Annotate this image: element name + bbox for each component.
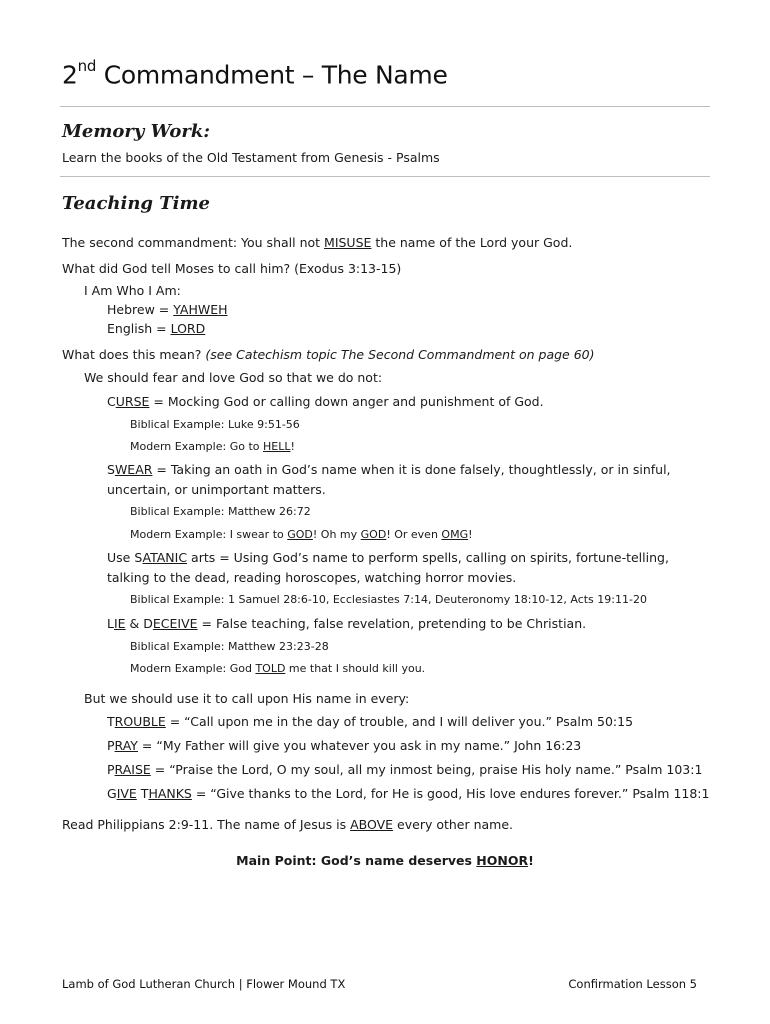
biblical-example: Biblical Example: Luke 9:51-56 (130, 418, 300, 431)
divider (60, 106, 710, 107)
biblical-example: Biblical Example: Matthew 23:23-28 (130, 640, 329, 653)
lie-line: LIE & DECEIVE = False teaching, false revelation, pretending to be Christian. (107, 616, 587, 631)
footer-lesson: Confirmation Lesson 5 (568, 977, 697, 991)
memory-work-text: Learn the books of the Old Testament from Genesis - Psalms (62, 150, 440, 165)
teaching-line: English = LORD (107, 321, 206, 336)
read-line: Read Philippians 2:9-11. The name of Jesus is ABOVE every other name. (62, 817, 514, 832)
main-point: Main Point: God’s name deserves HONOR! (236, 853, 534, 868)
biblical-example: Biblical Example: Matthew 26:72 (130, 505, 311, 518)
modern-example: Modern Example: God TOLD me that I should kill you. (130, 662, 426, 675)
praise-line: PRAISE = “Praise the Lord, O my soul, all my inmost being, praise His holy name.” Psalm 103:1 (107, 762, 703, 777)
biblical-example: Biblical Example: 1 Samuel 28:6-10, Ecclesiastes 7:14, Deuteronomy 18:10-12, Acts 19:11-20 (130, 593, 647, 606)
satanic-line: talking to the dead, reading horoscopes, watching horror movies. (107, 570, 517, 585)
teaching-line: But we should use it to call upon His name in every: (84, 691, 410, 706)
page-title (62, 57, 448, 90)
memory-work-heading: Memory Work: (62, 121, 210, 142)
title-text: Commandment – The Name (96, 60, 448, 90)
teaching-line: Hebrew = YAHWEH (107, 302, 228, 317)
title-number: 2 (62, 60, 78, 90)
divider (60, 176, 710, 177)
teaching-line: The second commandment: You shall not MISUSE the name of the Lord your God. (62, 235, 573, 250)
title-superscript: nd (77, 57, 97, 75)
teaching-line: I Am Who I Am: (84, 283, 181, 298)
swear-line: SWEAR = Taking an oath in God’s name when it is done falsely, thoughtlessly, or in sinful, (107, 462, 671, 477)
give-thanks-line: GIVE THANKS = “Give thanks to the Lord, for He is good, His love endures forever.” Psalm 118:1 (107, 786, 710, 801)
teaching-time-heading: Teaching Time (62, 193, 210, 214)
pray-line: PRAY = “My Father will give you whatever you ask in my name.” John 16:23 (107, 738, 582, 753)
footer-church: Lamb of God Lutheran Church | Flower Mound TX (62, 977, 346, 991)
satanic-line: Use SATANIC arts = Using God’s name to perform spells, calling on spirits, fortune-telling, (107, 550, 669, 565)
modern-example: Modern Example: Go to HELL! (130, 440, 295, 453)
teaching-line: What does this mean? (see Catechism topic The Second Commandment on page 60) (62, 347, 595, 362)
teaching-line: What did God tell Moses to call him? (Exodus 3:13-15) (62, 261, 402, 276)
trouble-line: TROUBLE = “Call upon me in the day of trouble, and I will deliver you.” Psalm 50:15 (107, 714, 634, 729)
modern-example: Modern Example: I swear to GOD! Oh my GOD! Or even OMG! (130, 528, 473, 541)
swear-line: uncertain, or unimportant matters. (107, 482, 326, 497)
teaching-line: We should fear and love God so that we do not: (84, 370, 383, 385)
curse-line: CURSE = Mocking God or calling down anger and punishment of God. (107, 394, 544, 409)
